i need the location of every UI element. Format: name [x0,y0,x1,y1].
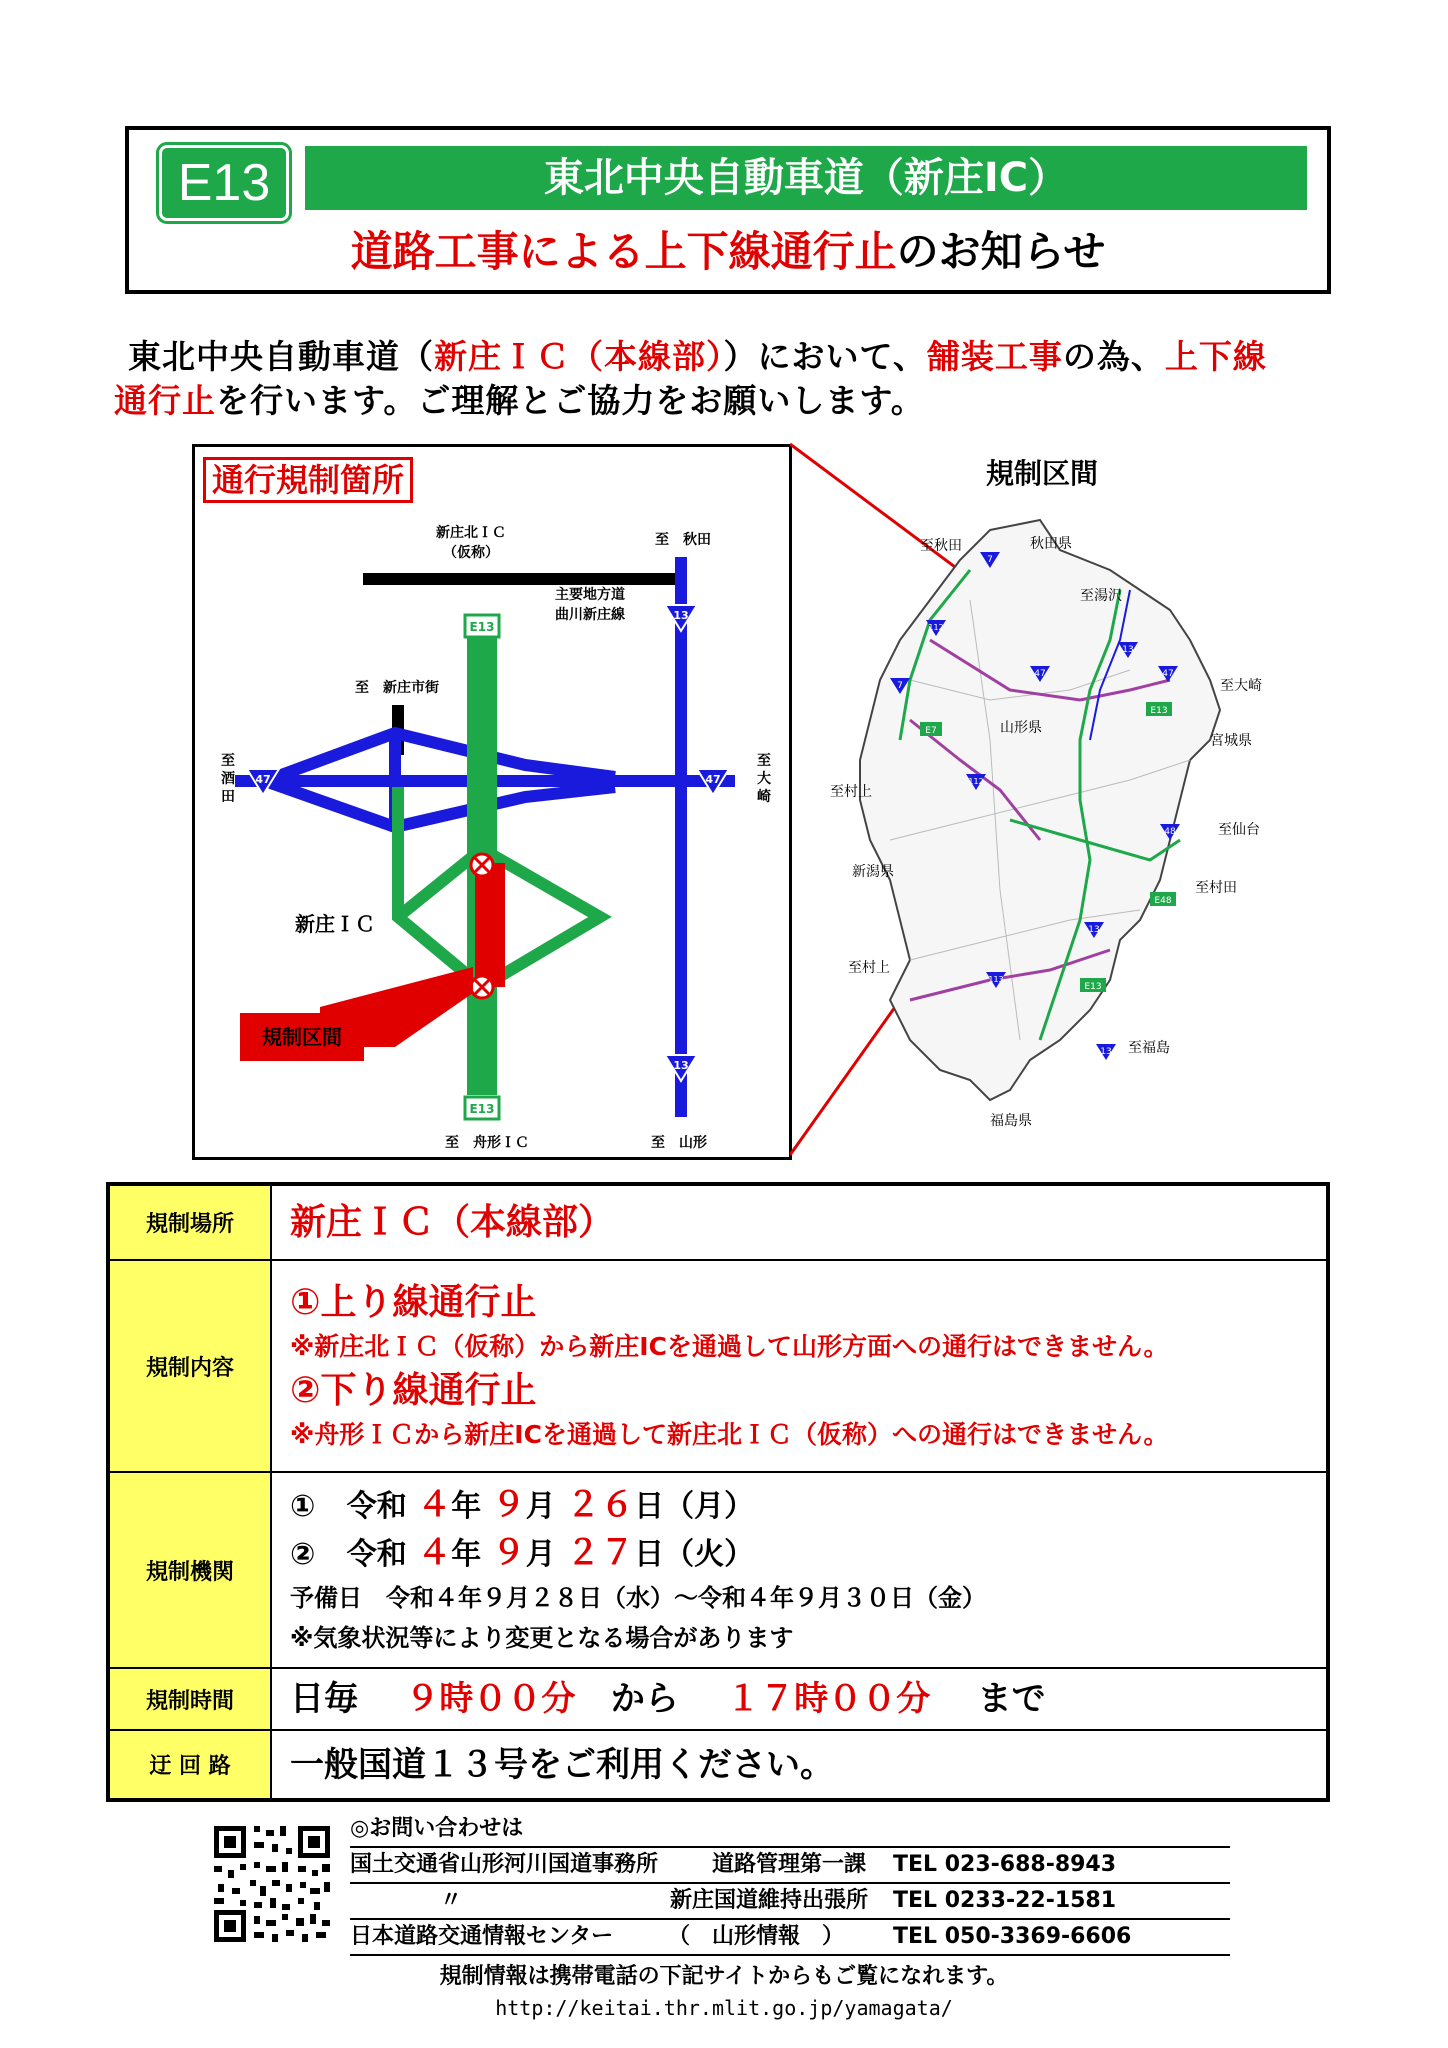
main-road-label: 曲川新庄線 [555,607,625,623]
location-value: 新庄ＩＣ（本線部） [290,1201,615,1243]
svg-text:13: 13 [1088,925,1100,935]
intro-text: 東北中央自動車道（ [128,337,434,376]
intro-text: を行います。ご理解とご協力をお願いします。 [216,381,925,420]
svg-text:E13: E13 [1150,706,1168,716]
restricted-section [475,863,505,987]
detour-cell [271,1730,1328,1800]
contact-ditto: 〃 [440,1888,463,1913]
time-from: ９時００分 [405,1679,576,1719]
diagram-title: 通行規制箇所 [203,457,413,503]
yamagata-outline [860,520,1220,1100]
period-cell [271,1472,1328,1668]
intro-text-red: 通行止 [114,381,216,420]
time-head: 規制時間 [108,1668,271,1730]
content2-title: ②下り線通行止 [290,1370,537,1411]
time-to: １７時００分 [726,1679,931,1719]
map-to-osaki: 至大崎 [1220,678,1262,694]
table-row [108,1260,1328,1472]
qr-code-icon[interactable] [210,1822,334,1946]
title-red-part: 道路工事による上下線通行止 [350,227,897,276]
svg-text:112: 112 [968,777,984,786]
intro-text: の為、 [1062,337,1165,376]
map-niigata-pref: 新潟県 [852,864,894,880]
weather-note: ※気象状況等により変更となる場合があります [290,1624,794,1652]
e13-shield-label: E13 [469,620,495,634]
interchange-loop [265,733,615,781]
interchange-loop [265,781,615,827]
main-road-black [363,573,683,585]
to-sakata-label: 田 [221,789,235,805]
route13-shield-label: 13 [673,1059,689,1072]
content2-note: ※舟形ＩＣから新庄ICを通過して新庄北ＩＣ（仮称）への通行はできません。 [290,1420,1169,1449]
title-black-part: のお知らせ [896,227,1106,276]
e13-shield-label: E13 [469,1102,495,1116]
map-to-fukushima: 至福島 [1128,1040,1170,1056]
contact-org: 日本道路交通情報センター [350,1924,614,1949]
time-cell: 日毎 ９時００分 から １７時００分 まで [271,1668,1328,1730]
contact-heading-row [350,1812,1230,1848]
intro-text-red: 舗装工事 [926,337,1063,376]
contact-info [350,1812,1230,1956]
map-akita-pref: 秋田県 [1030,536,1072,552]
north-ic-label: 新庄北ＩＣ [436,525,506,541]
contact-row [350,1920,1230,1956]
intro-paragraph [114,335,1354,423]
contact-row [350,1884,1230,1920]
date-line-1: ① 令和 ４年 ９月 ２６日（月） [290,1485,755,1525]
svg-text:E48: E48 [1154,896,1172,906]
svg-text:7: 7 [897,681,903,691]
svg-text:7: 7 [987,555,993,565]
intro-text-red: 上下線 [1164,337,1267,376]
to-osaki-label: 崎 [757,789,771,805]
to-funagata-label: 至 舟形ＩＣ [445,1135,529,1151]
route47-shield-label: 47 [705,773,721,786]
contact-dept: 道路管理第一課 [712,1852,867,1877]
table-row [108,1184,1328,1260]
contact-tel[interactable]: TEL 023-688-8943 [893,1852,1117,1877]
table-row [108,1730,1328,1800]
e13-route-badge: E13 [159,145,289,221]
restriction-diagram [192,444,792,1160]
table-row [108,1472,1328,1668]
to-akita-label: 至 秋田 [655,532,711,548]
svg-text:E7: E7 [925,726,937,736]
footer-note: 規制情報は携帯電話の下記サイトからもご覧になれます。 [439,1964,1009,1989]
svg-text:48: 48 [1164,827,1176,837]
svg-text:13: 13 [1100,1047,1112,1057]
north-ic-kari-label: （仮称） [443,545,499,561]
map-to-yuzawa: 至湯沢 [1080,588,1122,604]
restriction-info-table [106,1182,1330,1802]
contact-org: 国土交通省山形河川国道事務所 [350,1852,659,1877]
svg-text:47: 47 [1162,669,1174,679]
location-cell [271,1184,1328,1260]
content-cell [271,1260,1328,1472]
contact-dept: （ 山形情報 ） [668,1924,845,1949]
map-fukushima-pref: 福島県 [990,1113,1032,1129]
main-road-label: 主要地方道 [555,587,625,603]
to-city-label: 至 新庄市街 [355,680,439,696]
route47-shield-label: 47 [255,773,271,786]
contact-tel[interactable]: TEL 0233-22-1581 [893,1888,1117,1913]
route13-shield-label: 13 [673,609,689,622]
content1-title: ①上り線通行止 [290,1282,537,1323]
map-to-sendai: 至仙台 [1218,822,1260,838]
svg-text:13: 13 [1122,645,1134,655]
content1-note: ※新庄北ＩＣ（仮称）から新庄ICを通過して山形方面への通行はできません。 [290,1332,1169,1361]
diagram-drawing [195,447,789,1157]
shinjo-ic-label: 新庄ＩＣ [295,912,375,936]
reserve-days: 予備日 令和４年９月２８日（水）～令和４年９月３０日（金） [290,1584,986,1612]
to-osaki-label: 至 [757,753,771,769]
table-row [108,1668,1328,1730]
svg-text:113: 113 [988,975,1004,984]
restricted-label: 規制区間 [262,1025,342,1049]
route13-road [675,557,687,1117]
to-yamagata-label: 至 山形 [651,1135,707,1151]
map-to-murata: 至村田 [1195,880,1237,896]
detour-value: 一般国道１３号をご利用ください。 [290,1744,834,1785]
content-head: 規制内容 [108,1260,271,1472]
location-head: 規制場所 [108,1184,271,1260]
header-box [125,126,1331,294]
map-to-murakami: 至村上 [830,784,872,800]
contact-dept: 新庄国道維持出張所 [670,1888,869,1913]
footer-url[interactable]: http://keitai.thr.mlit.go.jp/yamagata/ [495,1996,953,2020]
to-sakata-label: 至 [221,753,235,769]
map-title: 規制区間 [986,457,1099,490]
detour-head: 迂 回 路 [108,1730,271,1800]
date-line-2: ② 令和 ４年 ９月 ２７日（火） [290,1533,755,1573]
svg-text:E13: E13 [1084,982,1102,992]
to-sakata-label: 酒 [221,771,235,787]
map-to-akita: 至秋田 [920,538,962,554]
map-yamagata-pref: 山形県 [1000,720,1042,736]
intro-text-red: 新庄ＩＣ（本線部） [434,337,724,376]
map-miyagi-pref: 宮城県 [1210,733,1252,749]
period-head: 規制機関 [108,1472,271,1668]
contact-heading: ◎お問い合わせは [350,1816,524,1841]
to-osaki-label: 大 [757,771,771,787]
contact-tel[interactable]: TEL 050-3369-6606 [893,1924,1132,1949]
intro-text: ）において、 [723,337,927,376]
page-title [129,222,1327,282]
contact-row [350,1848,1230,1884]
region-map [790,440,1270,1160]
svg-text:112: 112 [928,623,944,632]
map-to-murakami: 至村上 [848,960,890,976]
svg-text:47: 47 [1034,669,1046,679]
header-title-band: 東北中央自動車道（新庄IC） [305,146,1307,210]
